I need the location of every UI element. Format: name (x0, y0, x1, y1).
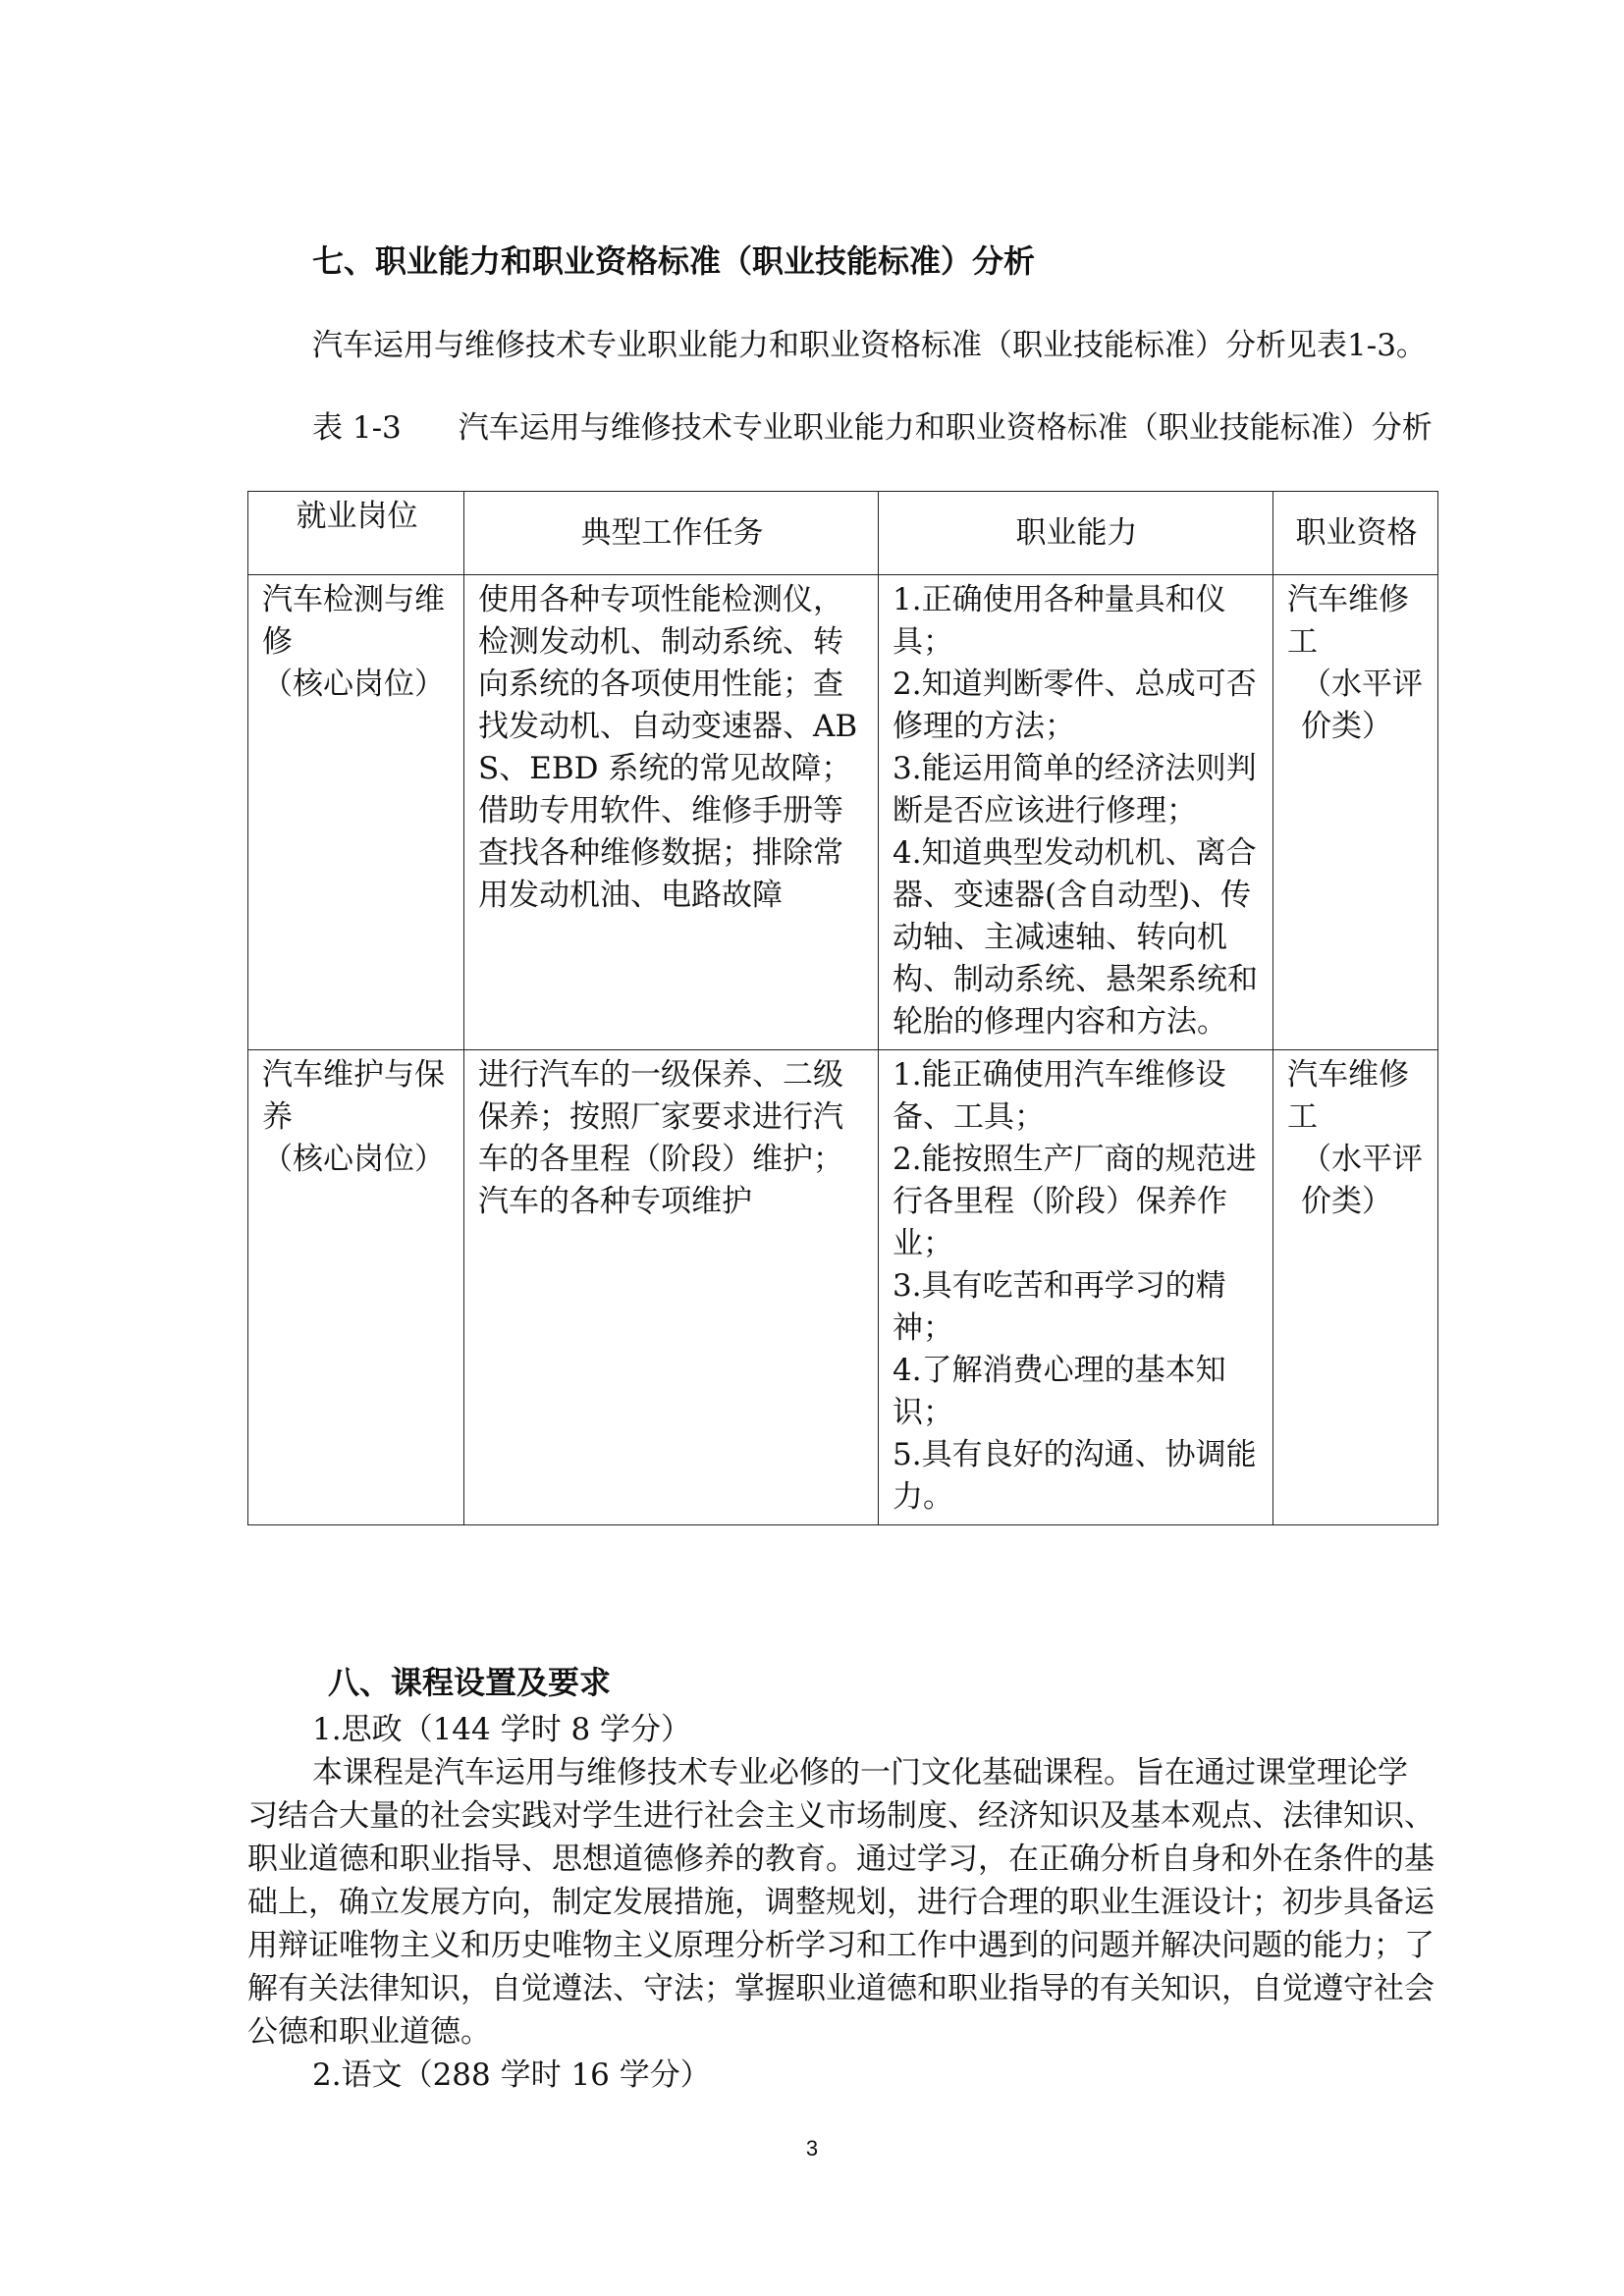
header-task: 典型工作任务 (464, 492, 879, 575)
ability-item: 3.能运用简单的经济法则判断是否应该进行修理； (893, 751, 1257, 828)
post-type: （核心岗位） (262, 1142, 445, 1177)
header-ability: 职业能力 (879, 492, 1273, 575)
course-2-title: 2.语文（288 学时 16 学分） (312, 2057, 711, 2093)
ability-item: 5.具有良好的沟通、协调能力。 (893, 1437, 1257, 1515)
ability-item: 3.具有吃苦和再学习的精神； (893, 1268, 1226, 1346)
table-row (248, 575, 1438, 1050)
page-number: 3 (805, 2136, 819, 2161)
ability-item: 4.了解消费心理的基本知识； (893, 1353, 1226, 1430)
task-cell: 进行汽车的一级保养、二级保养；按照厂家要求进行汽车的各里程（阶段）维护；汽车的各种专项维护 (464, 1050, 879, 1525)
qualification-type: （水平评价类） (1301, 667, 1423, 744)
course-1-title: 1.思政（144 学时 8 学分） (312, 1712, 692, 1747)
ability-item: 4.知道典型发动机机、离合器、变速器(含自动型)、传动轴、主减速轴、转向机构、制动系统、悬架系统和轮胎的修理内容和方法。 (893, 835, 1258, 1040)
section-7-intro (247, 324, 1435, 367)
post-name: 汽车检测与维修 (262, 582, 445, 660)
qualification-name: 汽车维修工 (1287, 1057, 1409, 1135)
career-standards-table (247, 491, 1438, 1525)
qualification-name: 汽车维修工 (1287, 582, 1409, 660)
section-8-body (247, 1708, 1435, 2097)
post-cell (248, 575, 464, 1050)
ability-item: 2.能按照生产厂商的规范进行各里程（阶段）保养作业； (893, 1142, 1257, 1261)
qualification-type: （水平评价类） (1301, 1142, 1423, 1219)
qualification-cell (1273, 1050, 1438, 1525)
ability-item: 2.知道判断零件、总成可否修理的方法； (893, 667, 1257, 744)
section-7-heading: 七、职业能力和职业资格标准（职业技能标准）分析 (312, 242, 1036, 280)
table-header-row (248, 492, 1438, 575)
ability-cell (879, 575, 1273, 1050)
course-1-description: 本课程是汽车运用与维修技术专业必修的一门文化基础课程。旨在通过课堂理论学习结合大量的社会实践对学生进行社会主义市场制度、经济知识及基本观点、法律知识、职业道德和职业指导、思想道德修养的教育。通过学习，在正确分析自身和外在条件的基础上，确立发展方向，制定发展措施，调整规划，进行合理的职业生涯设计；初步具备运用辩证唯物主义和历史唯物主义原理分析学习和工作中遇到的问题并解决问题的能力；了解有关法律知识，自觉遵法、守法；掌握职业道德和职业指导的有关知识，自觉遵守社会公德和职业道德。 (247, 1755, 1435, 2050)
ability-item: 1.能正确使用汽车维修设备、工具； (893, 1057, 1226, 1135)
qualification-cell (1273, 575, 1438, 1050)
ability-cell (879, 1050, 1273, 1525)
post-cell (248, 1050, 464, 1525)
table-caption-text: 汽车运用与维修技术专业职业能力和职业资格标准（职业技能标准）分析 (458, 410, 1433, 446)
post-name: 汽车维护与保养 (262, 1057, 445, 1135)
post-type: （核心岗位） (262, 667, 445, 702)
table-caption (247, 408, 1435, 449)
table-row (248, 1050, 1438, 1525)
task-cell: 使用各种专项性能检测仪，检测发动机、制动系统、转向系统的各项使用性能；查找发动机、自动变速器、ABS、EBD 系统的常见故障；借助专用软件、维修手册等查找各种维修数据；排除常用发动机油、电路故障 (464, 575, 879, 1050)
ability-item: 1.正确使用各种量具和仪具； (893, 582, 1226, 660)
intro-paragraph: 汽车运用与维修技术专业职业能力和职业资格标准（职业技能标准）分析见表1-3。 (312, 328, 1427, 363)
section-8-heading: 八、课程设置及要求 (328, 1664, 612, 1701)
table-caption-label: 表 1-3 (312, 410, 402, 446)
header-qualification: 职业资格 (1273, 492, 1438, 575)
header-post: 就业岗位 (248, 492, 464, 575)
